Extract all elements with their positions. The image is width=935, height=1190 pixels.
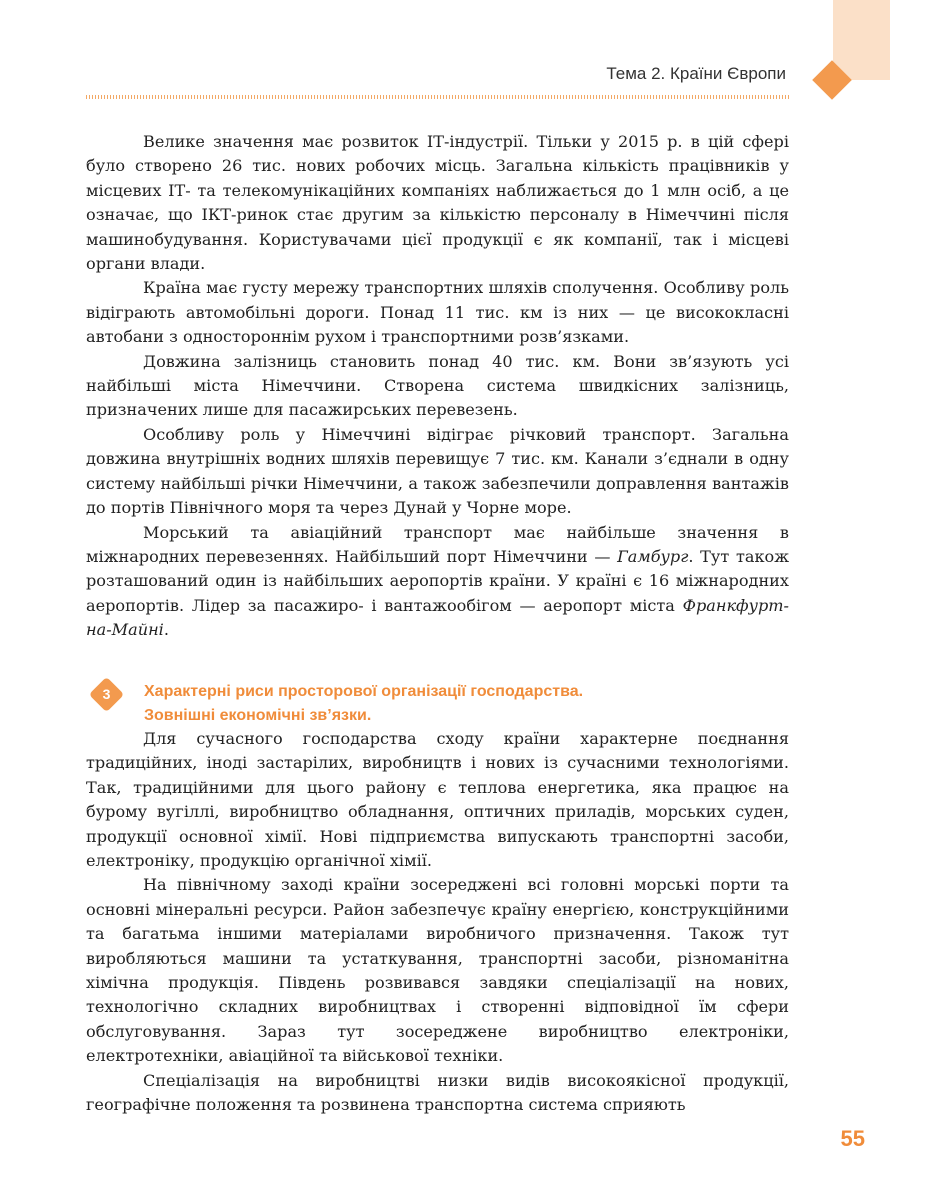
header-divider (86, 95, 789, 99)
running-header: Тема 2. Країни Європи (606, 64, 786, 83)
text-run: . Тут також розташований один із найбільших аеропортів країни. У країні є 16 міжнародних аеропортів. Лідер за пасажиро- і вантажообігом — аеропорт міста (86, 546, 790, 615)
italic-term: Франкфурт-на-Майні (86, 595, 789, 640)
section-heading (144, 680, 784, 728)
text-block-upper (86, 130, 789, 643)
corner-tab (833, 0, 890, 80)
text-block-lower (86, 727, 789, 1118)
text-run: . (163, 620, 169, 640)
paragraph (86, 521, 789, 643)
italic-term: Гамбург (617, 546, 689, 566)
paragraph: Спеціалізація на виробництві низки видів високоякісної продукції, географічне положення та розвинена транспортна система сприяють (86, 1070, 789, 1115)
paragraph: Для сучасного господарства сходу країни характерне поєднання традиційних, іноді застарілих, виробництв і нових із сучасними технологіями. Так, традиційними для цього району є теплова енергетика, яка працює на бурому вугіллі, виробництво обладнання, оптичних приладів, морських суден, продукції основної хімії. Нові підприємства випускають транспортні засоби, електроніку, продукцію органічної хімії. (86, 729, 789, 871)
paragraph: Країна має густу мережу транспортних шляхів сполучення. Особливу роль відіграють автомобільні дороги. Понад 11 тис. км із них — це висококласні автобани з одностороннім рухом і транспортними розв’язками. (86, 278, 789, 347)
section-heading-line: Характерні риси просторової організації господарства. (144, 683, 584, 700)
section-heading-line: Зовнішні економічні зв’язки. (144, 707, 372, 724)
page-number: 55 (840, 1126, 865, 1151)
paragraph: Особливу роль у Німеччині відіграє річковий транспорт. Загальна довжина внутрішніх водних шляхів перевищує 7 тис. км. Канали з’єднали в одну систему найбільші річки Німеччини, а також забезпечили доправлення вантажів до портів Північного моря та через Дунай у Чорне море. (86, 424, 789, 518)
text-run: Морський та авіаційний транспорт має найбільше значення в міжнародних перевезеннях. Найбільший порт Німеччини — (86, 522, 789, 566)
section-number: 3 (102, 686, 111, 702)
paragraph: Велике значення має розвиток ІТ-індустрії. Тільки у 2015 р. в цій сфері було створено 26 тис. нових робочих місць. Загальна кількість працівників у місцевих ІТ- та телекомунікаційних компаніях наближається до 1 млн осіб, а це означає, що ІКТ-ринок стає другим за кількістю персоналу в Німеччині після машинобудування. Користувачами цієї продукції є як компанії, так і місцеві органи влади. (86, 132, 789, 274)
paragraph: Довжина залізниць становить понад 40 тис. км. Вони зв’язують усі найбільші міста Німеччини. Створена система швидкісних залізниць, призначених лише для пасажирських перевезень. (86, 351, 789, 420)
paragraph: На північному заході країни зосереджені всі головні морські порти та основні мінеральні ресурси. Район забезпечує країну енергією, конструкційними та багатьма іншими матеріалами виробничого призначення. Також тут виробляються машини та устаткування, транспортні засоби, різноманітна хімічна продукція. Південь розвивався завдяки спеціалізації на нових, технологічно складних виробництвах і створенні відповідної їм сфери обслуговування. Зараз тут зосереджене виробництво електроніки, електротехніки, авіаційної та військової техніки. (86, 875, 789, 1066)
